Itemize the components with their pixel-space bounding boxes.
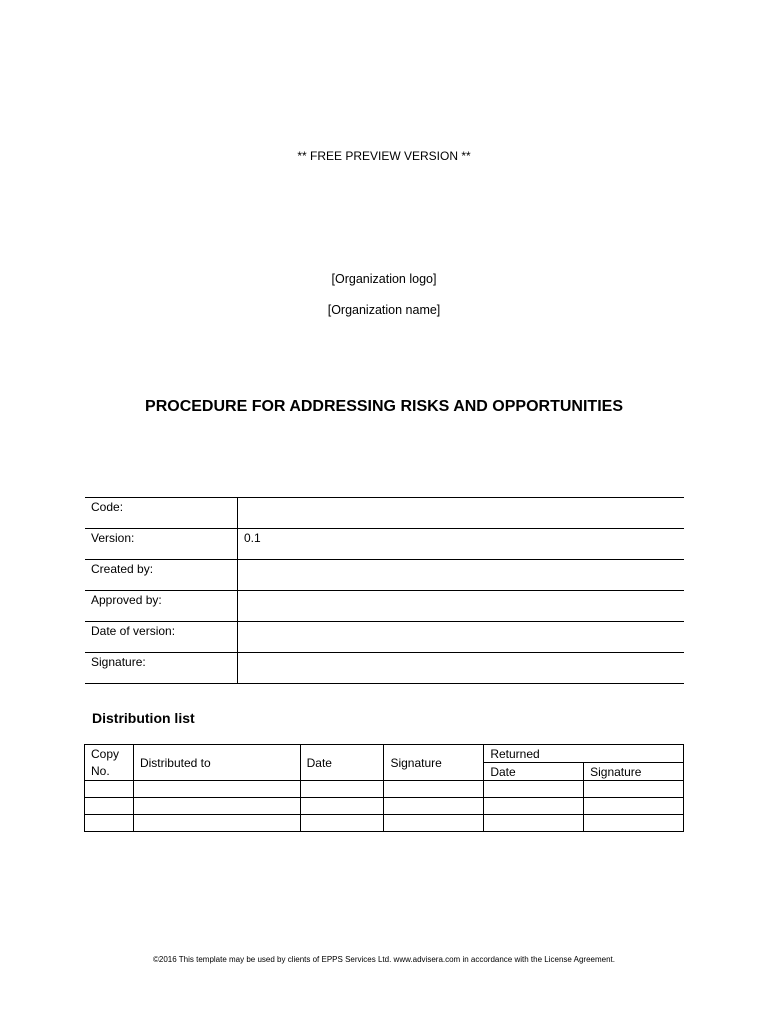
cell-date xyxy=(300,798,384,815)
organization-name-placeholder: [Organization name] xyxy=(327,303,441,317)
document-title: PROCEDURE FOR ADDRESSING RISKS AND OPPORTUNITIES xyxy=(145,398,623,415)
column-header-signature: Signature xyxy=(384,745,484,781)
info-row-created-by xyxy=(85,560,684,591)
column-header-returned-signature: Signature xyxy=(584,763,684,781)
info-label: Date of version: xyxy=(85,622,238,653)
info-row-approved-by xyxy=(85,591,684,622)
organization-logo-placeholder: [Organization logo] xyxy=(331,272,437,286)
column-header-returned: Returned xyxy=(484,745,684,763)
info-label: Code: xyxy=(85,498,238,529)
cell-returned-date xyxy=(484,815,584,832)
info-value xyxy=(238,591,685,622)
info-value xyxy=(238,622,685,653)
license-footer: ©2016 This template may be used by clients of EPPS Services Ltd. www.advisera.com in accordance with the License Agreement. xyxy=(153,955,615,964)
info-value xyxy=(238,560,685,591)
info-row-date-of-version xyxy=(85,622,684,653)
cell-returned-signature xyxy=(584,798,684,815)
cell-distributed-to xyxy=(133,781,300,798)
table-row xyxy=(85,798,684,815)
column-header-copy-no: Copy No. xyxy=(85,745,134,781)
table-row xyxy=(85,781,684,798)
column-header-date: Date xyxy=(300,745,384,781)
info-value xyxy=(238,653,685,684)
column-header-distributed-to: Distributed to xyxy=(133,745,300,781)
distribution-header-row xyxy=(85,745,684,763)
info-label: Version: xyxy=(85,529,238,560)
cell-distributed-to xyxy=(133,815,300,832)
cell-distributed-to xyxy=(133,798,300,815)
info-row-code xyxy=(85,498,684,529)
distribution-list-heading: Distribution list xyxy=(92,710,195,726)
info-label: Created by: xyxy=(85,560,238,591)
cell-returned-date xyxy=(484,781,584,798)
info-row-version xyxy=(85,529,684,560)
cell-copy-no xyxy=(85,815,134,832)
cell-date xyxy=(300,781,384,798)
preview-notice: ** FREE PREVIEW VERSION ** xyxy=(297,149,471,163)
cell-returned-signature xyxy=(584,781,684,798)
distribution-list-table xyxy=(84,744,684,832)
info-value: 0.1 xyxy=(238,529,685,560)
cell-copy-no xyxy=(85,781,134,798)
cell-returned-date xyxy=(484,798,584,815)
cell-returned-signature xyxy=(584,815,684,832)
cell-date xyxy=(300,815,384,832)
info-label: Approved by: xyxy=(85,591,238,622)
cell-copy-no xyxy=(85,798,134,815)
cell-signature xyxy=(384,815,484,832)
info-row-signature xyxy=(85,653,684,684)
info-value xyxy=(238,498,685,529)
cell-signature xyxy=(384,798,484,815)
table-row xyxy=(85,815,684,832)
document-info-table xyxy=(85,497,684,684)
column-header-returned-date: Date xyxy=(484,763,584,781)
info-label: Signature: xyxy=(85,653,238,684)
cell-signature xyxy=(384,781,484,798)
